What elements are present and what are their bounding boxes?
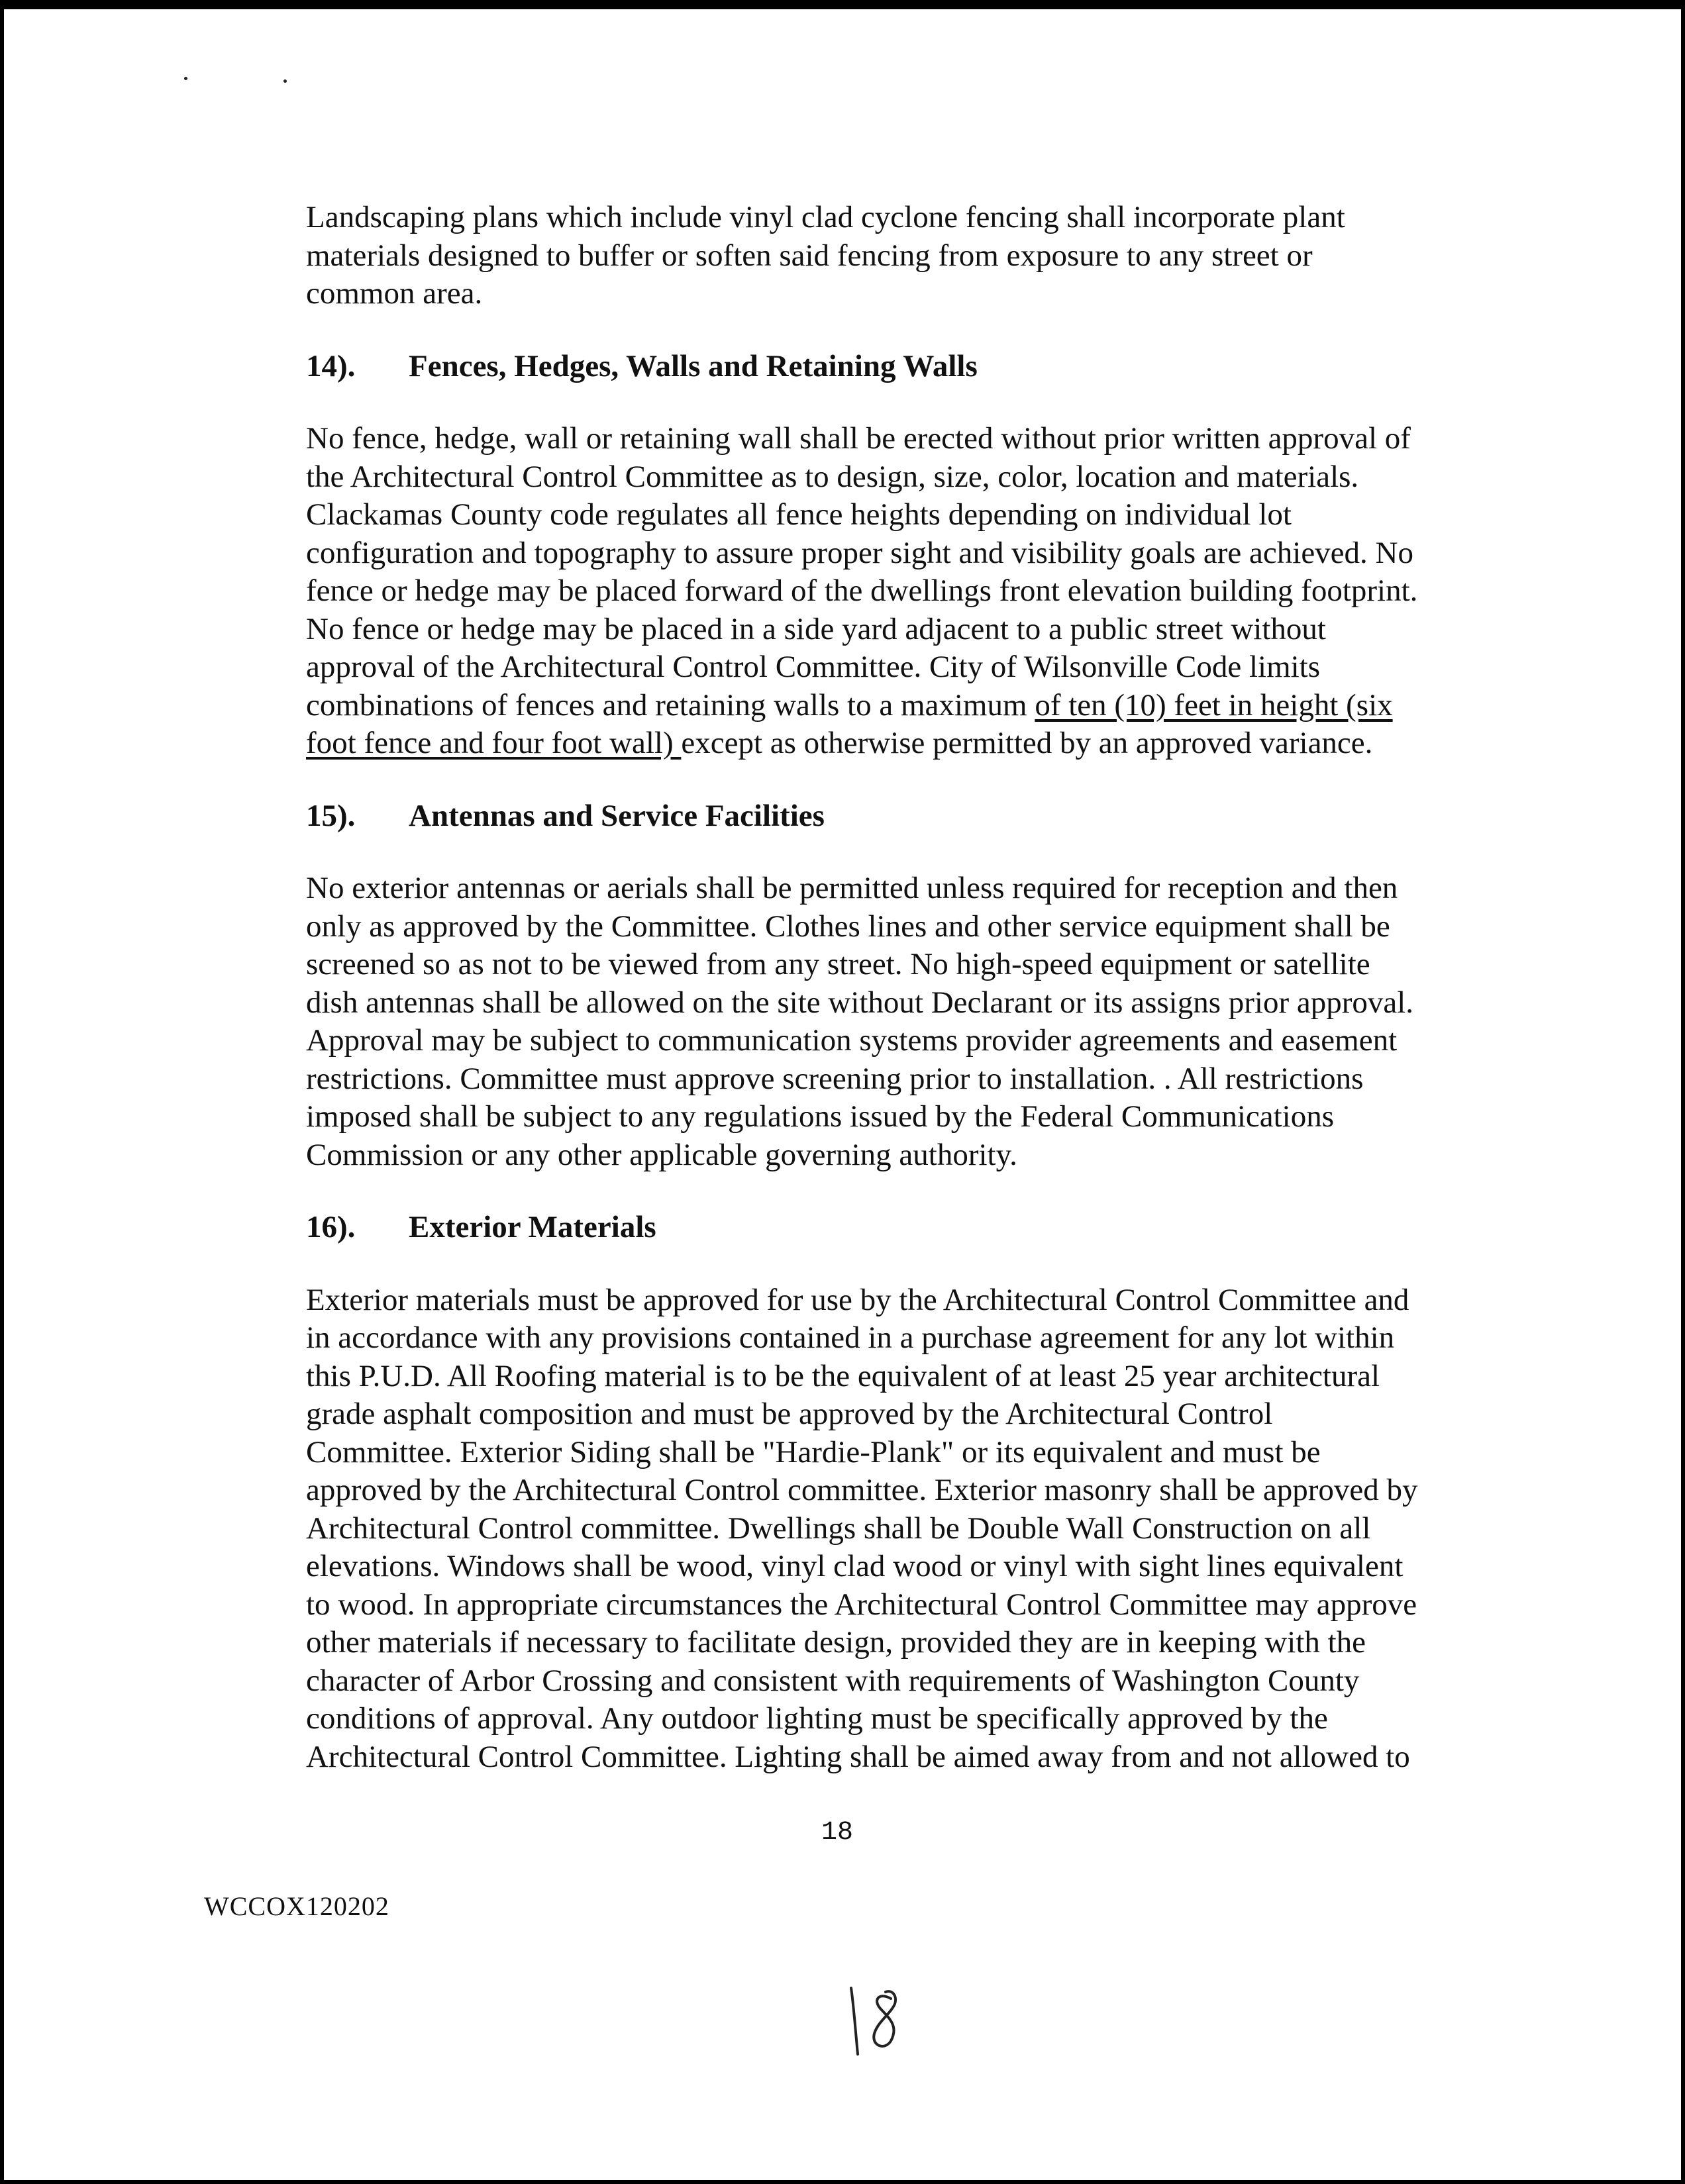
text-line: to wood. In appropriate circumstances the Architectural Control Committee may approve	[306, 1587, 1417, 1622]
text-line: No fence or hedge may be placed in a side yard adjacent to a public street without	[306, 611, 1326, 646]
intro-paragraph	[306, 199, 1498, 313]
scan-speck	[283, 79, 287, 83]
text-line: only as approved by the Committee. Clothes lines and other service equipment shall be	[306, 909, 1390, 944]
text-line: grade asphalt composition and must be approved by the Architectural Control	[306, 1397, 1273, 1431]
text-line: No exterior antennas or aerials shall be permitted unless required for reception and then	[306, 871, 1398, 905]
text-line: in accordance with any provisions contained in a purchase agreement for any lot within	[306, 1320, 1395, 1355]
underlined-text: of ten (10) feet in height (six	[1035, 687, 1393, 722]
section-title: Antennas and Service Facilities	[409, 798, 825, 833]
text-line: restrictions. Committee must approve screening prior to installation. . All restrictions	[306, 1061, 1364, 1096]
text-line: Clackamas County code regulates all fence heights depending on individual lot	[306, 497, 1292, 532]
text-line: approved by the Architectural Control committee. Exterior masonry shall be approved by	[306, 1473, 1418, 1507]
section-15-paragraph	[306, 869, 1498, 1174]
text-line: Commission or any other applicable governing authority.	[306, 1137, 1017, 1172]
section-number: 16).	[306, 1210, 356, 1244]
text-line: dish antennas shall be allowed on the site without Declarant or its assigns prior approval.	[306, 985, 1414, 1020]
text-line: materials designed to buffer or soften said fencing from exposure to any street or	[306, 238, 1313, 273]
text-line: Architectural Control Committee. Lighting shall be aimed away from and not allowed to	[306, 1739, 1410, 1774]
text-line: approval of the Architectural Control Committee. City of Wilsonville Code limits	[306, 650, 1321, 684]
text-segment: combinations of fences and retaining walls to a maximum	[306, 687, 1035, 722]
handwritten-18-mark	[844, 1980, 917, 2060]
section-16-paragraph	[306, 1281, 1498, 1777]
text-line: character of Arbor Crossing and consistent with requirements of Washington County	[306, 1663, 1360, 1698]
document-body	[306, 199, 1498, 1776]
scan-border-bottom	[0, 2180, 1685, 2184]
section-heading-16	[306, 1209, 1498, 1247]
text-line: Approval may be subject to communication systems provider agreements and easement	[306, 1023, 1398, 1058]
section-title: Fences, Hedges, Walls and Retaining Walls	[409, 348, 978, 383]
text-line	[306, 724, 1498, 763]
text-line: common area.	[306, 276, 483, 311]
text-line: other materials if necessary to facilitate design, provided they are in keeping with the	[306, 1625, 1366, 1660]
text-line: conditions of approval. Any outdoor lighting must be specifically approved by the	[306, 1701, 1328, 1736]
text-line: fence or hedge may be placed forward of the dwellings front elevation building footprint.	[306, 573, 1418, 608]
scan-border-left	[0, 0, 4, 2184]
text-line: No fence, hedge, wall or retaining wall shall be erected without prior written approval of	[306, 421, 1411, 456]
handwritten-page-number	[844, 1980, 917, 2063]
section-number: 14).	[306, 348, 356, 383]
section-title: Exterior Materials	[409, 1210, 656, 1244]
text-line: elevations. Windows shall be wood, vinyl clad wood or vinyl with sight lines equivalent	[306, 1549, 1404, 1583]
text-line: screened so as not to be viewed from any street. No high-speed equipment or satellite	[306, 947, 1370, 981]
text-line	[306, 687, 1498, 725]
section-number: 15).	[306, 798, 356, 833]
text-segment: except as otherwise permitted by an approved variance.	[681, 726, 1373, 760]
text-line: Committee. Exterior Siding shall be "Hardie-Plank" or its equivalent and must be	[306, 1434, 1321, 1469]
text-line: Architectural Control committee. Dwellings shall be Double Wall Construction on all	[306, 1511, 1371, 1546]
section-heading-14	[306, 348, 1498, 386]
text-line: the Architectural Control Committee as to design, size, color, location and materials.	[306, 459, 1359, 494]
text-line: Exterior materials must be approved for use by the Architectural Control Committee and	[306, 1282, 1409, 1317]
scan-speck	[184, 77, 187, 80]
underlined-text: foot fence and four foot wall)	[306, 726, 682, 760]
document-id: WCCOX120202	[204, 1891, 389, 1921]
text-line: this P.U.D. All Roofing material is to be the equivalent of at least 25 year architectural	[306, 1358, 1380, 1393]
text-line: configuration and topography to assure proper sight and visibility goals are achieved. No	[306, 535, 1413, 570]
text-line: Landscaping plans which include vinyl clad cyclone fencing shall incorporate plant	[306, 200, 1345, 234]
scan-border-right	[1681, 0, 1685, 2184]
section-14-paragraph	[306, 420, 1498, 763]
page-number: 18	[821, 1818, 854, 1848]
scan-border-top	[0, 0, 1685, 9]
section-heading-15	[306, 797, 1498, 836]
text-line: imposed shall be subject to any regulations issued by the Federal Communications	[306, 1099, 1335, 1134]
